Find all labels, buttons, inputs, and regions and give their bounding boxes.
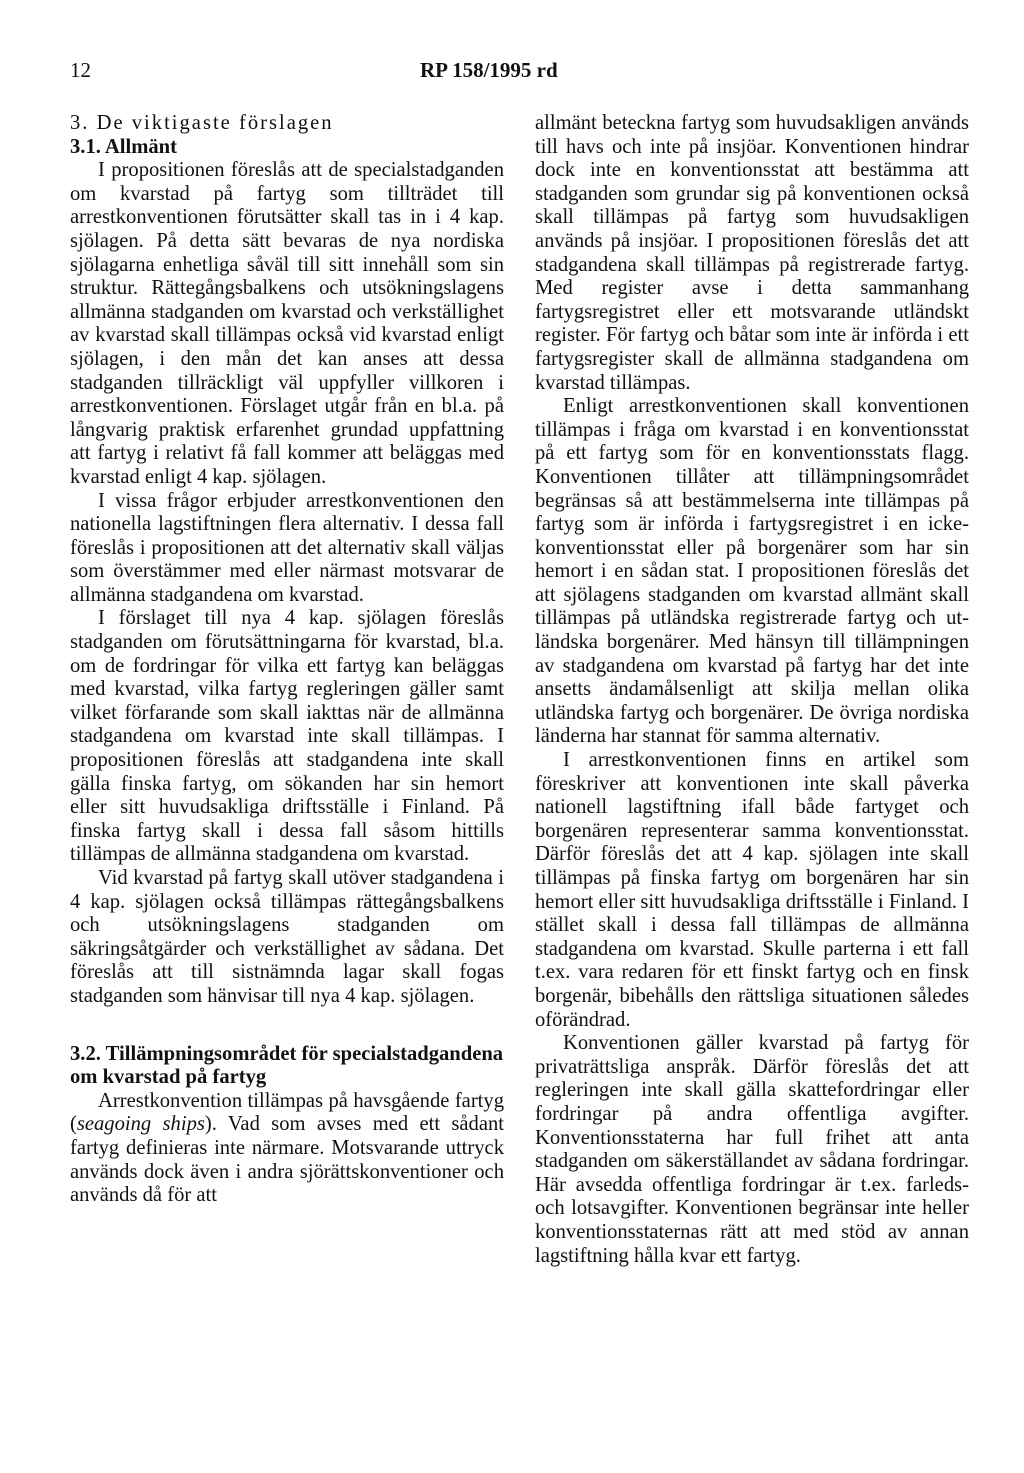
paragraph: I vissa frågor erbjuder arrestkonventionen den nationella lagstiftningen flera alternativ. I dessa fall föreslås i propositionen att det alternativ skall väljas som överstämmer med eller närmast motsvarar de allmänna stadgandena om kvarstad. bbox=[70, 489, 504, 606]
paragraph-text-end: ). Vad som avses med ett sådant fartyg definieras inte närmare. Motsvarande uttryck används dock även i andra sjörättskonventioner och används då för att bbox=[70, 1113, 505, 1207]
paragraph: allmänt beteckna fartyg som huvudsakligen används till havs och inte på insjöar. Konventionen hindrar dock inte en konventionsstat att bestämma att stadganden som grundar sig på konventionen också skall tillämpas på fartyg som huvudsakligen används på insjöar. I propositionen föreslås det att stadgandena skall tillämpas på registrerade fartyg. Med register avse i detta sammanhang fartygsregistret eller ett motsvarande utländskt register. För fartyg och båtar som inte är införda i ett fartygsregister skall de allmänna stadgandena om kvarstad tillämpas. bbox=[535, 112, 969, 394]
subsection-heading-3-2: 3.2. Tillämpningsområdet för specialstadgandena om kvarstad på fartyg bbox=[70, 1042, 504, 1089]
paragraph-text-start: Arrestkonvention tillämpas på havsgående fartyg ( bbox=[70, 1089, 504, 1136]
paragraph: I arrestkonventionen finns en artikel som föreskriver att konventionen inte skall påverka nationell lagstiftning ifall både fartyget och borgenären representerar samma konventionsstat. Därför föreslås det att 4 kap. sjölagen inte skall tillämpas på finska fartyg om borgenären har sin hemort eller sitt huvudsakliga driftsställe i Finland. I stället skall i dessa fall tillämpas de allmänna stadgandena om kvarstad. Skulle parterna i ett fall t.ex. vara redaren för ett finskt fartyg och en finsk borgenär, bibehålls den rättsliga situationen således oförändrad. bbox=[535, 749, 969, 1031]
subsection-heading-3-1: 3.1. Allmänt bbox=[70, 135, 177, 158]
left-column bbox=[70, 112, 504, 1208]
paragraph: I propositionen föreslås att de specialstadganden om kvarstad på fartyg som tillträdet till arrestkonventionen förutsätter skall tas in i 4 kap. sjölagen. På detta sätt bevaras de nya nordiska sjölagarna enhetliga såväl till sitt innehåll som sin struktur. Rättegångsbalkens och utsökningslagens allmänna stadganden om kvarstad och verkställighet av kvarstad skall tillämpas också vid kvarstad enligt sjölagen, i den mån det kan anses att dessa stadganden tillräckligt väl uppfyller villkoren i arrestkonventionen. Förslaget utgår från en bl.a. på långvarig praktisk erfarenhet grundad uppfattning att fartyg i relativt få fall kommer att beläggas med kvarstad enligt 4 kap. sjölagen. bbox=[70, 159, 504, 488]
paragraph-emphasis: seagoing ships bbox=[76, 1113, 205, 1136]
paragraph bbox=[70, 1090, 504, 1208]
paragraph: Enligt arrestkonventionen skall konventionen tillämpas i fråga om kvarstad i en konventionsstat på ett fartyg som för en konventionsstats flagg. Konventionen tillåter att tillämpningsområdet begränsas så att bestämmelserna inte tillämpas på fartyg som är införda i fartygsregistret i en icke-konventionsstat eller på borgenärer som har sin hemort i en sådan stat. I propositionen föreslås det att sjölagens stadganden om kvarstad allmänt skall tillämpas på utländska registrerade fartyg och utländska borgenärer. Med hänsyn till tillämpningen av stadgandena om kvarstad på fartyg har det inte ansetts ändamålsenligt att skilja mellan olika utländska fartyg och borgenärer. De övriga nordiska länderna har stannat för samma alternativ. bbox=[535, 395, 969, 748]
section-heading: 3. De viktigaste förslagen bbox=[70, 112, 334, 134]
page-number: 12 bbox=[70, 58, 91, 82]
paragraph: Konventionen gäller kvarstad på fartyg för privaträttsliga anspråk. Därför föreslås det att regleringen inte skall gälla skattefordringar eller fordringar på andra offentliga avgifter. Konventionsstaterna har full frihet att anta stadganden om säkerställandet av sådana fordringar. Här avsedda offentliga fordringar är t.ex. farleds- och lotsavgifter. Konventionen begränsar inte heller konventionsstaternas rätt att med stöd av annan lagstiftning hålla kvar ett fartyg. bbox=[535, 1032, 969, 1267]
document-id: RP 158/1995 rd bbox=[420, 58, 558, 82]
paragraph: I förslaget till nya 4 kap. sjölagen föreslås stadganden om förutsättningarna för kvarstad, bl.a. om de fordringar för vilka ett fartyg kan beläggas med kvarstad, vilka fartyg regleringen gäller samt vilket förfarande som skall iakttas när de allmänna stadgandena om kvarstad inte skall tillämpas. I propositionen föreslås att stadgandena inte skall gälla finska fartyg, om sökanden har sin hemort eller sitt huvudsakliga driftsställe i Finland. På finska fartyg skall i dessa fall såsom hittills tillämpas de allmänna stadgandena om kvarstad. bbox=[70, 607, 504, 866]
paragraph: Vid kvarstad på fartyg skall utöver stadgandena i 4 kap. sjölagen också tillämpas rättegångsbalkens och utsökningslagens stadganden om säkringsåtgärder och verkställighet av sådana. Det föreslås att till sistnämnda lagar skall fogas stadganden som hänvisar till nya 4 kap. sjölagen. bbox=[70, 867, 504, 1007]
right-column bbox=[535, 112, 969, 1268]
